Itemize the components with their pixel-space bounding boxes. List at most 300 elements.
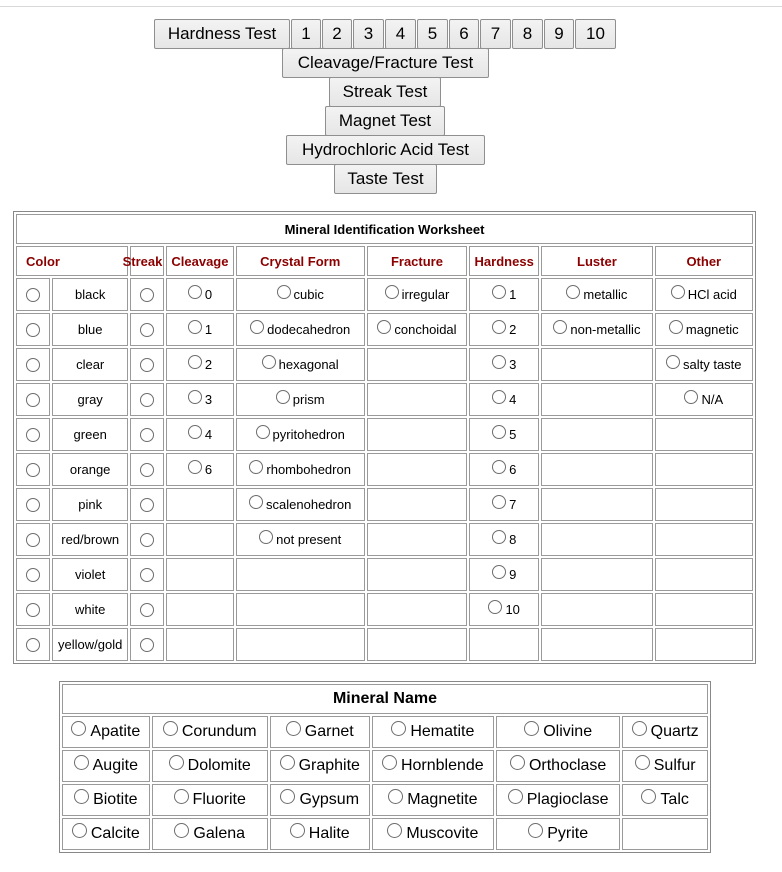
color-radio[interactable] [26,288,40,302]
streak-radio-cell [130,348,164,381]
empty-cell [541,418,652,451]
mineral-option [270,750,370,782]
crystal_forms-option [236,383,365,416]
mineral-radio[interactable] [280,755,295,770]
mineral-radio[interactable] [508,789,523,804]
mineral-radio[interactable] [524,721,539,736]
empty-cell [541,523,652,556]
other-option [655,278,753,311]
fracture-radio[interactable] [385,285,399,299]
empty-cell [541,558,652,591]
mineral-radio[interactable] [388,789,403,804]
hardness-radio[interactable] [492,320,506,334]
mineral-option [372,784,494,816]
mineral-option [152,750,268,782]
empty-cell [541,488,652,521]
hydrochloric-acid-test-button[interactable]: Hydrochloric Acid Test [286,135,485,165]
color-label: clear [52,348,128,381]
hardness-radio[interactable] [492,530,506,544]
mineral-label: Calcite [90,825,140,842]
mineral-option [62,784,150,816]
other-label: salty taste [683,357,742,373]
hardness-3-button[interactable]: 3 [353,19,384,49]
cleavage-header: Cleavage [166,246,233,276]
worksheet-row [16,313,753,346]
hardness-label: 4 [509,392,517,408]
mineral-option [622,716,708,748]
hardness-option [469,418,539,451]
mineral-option [270,784,370,816]
cleavage-label: 1 [204,322,213,338]
mineral-radio[interactable] [510,755,525,770]
hardness-9-button[interactable]: 9 [544,19,574,49]
color-radio[interactable] [26,393,40,407]
mineral-radio[interactable] [382,755,397,770]
color-radio-cell [16,313,50,346]
mineral-identification-worksheet [13,211,756,664]
mineral-radio[interactable] [71,721,86,736]
mineral-label: Apatite [90,723,141,740]
crystal_forms-label: cubic [293,287,324,303]
color-label: orange [52,453,128,486]
cleavage-option [166,418,233,451]
cleavage-label: 6 [204,462,213,478]
cleavage-option [166,278,233,311]
crystal_forms-option [236,313,365,346]
color-radio[interactable] [26,323,40,337]
other-radio[interactable] [669,320,683,334]
crystal_forms-option [236,348,365,381]
empty-cell [655,453,753,486]
mineral-name-title: Mineral Name [62,684,708,714]
worksheet-row [16,558,753,591]
mineral-option [152,716,268,748]
empty-cell [367,383,467,416]
mineral-label: Pyrite [547,825,589,842]
empty-cell [541,628,652,661]
hardness-5-button[interactable]: 5 [417,19,448,49]
color-label: red/brown [52,523,128,556]
cleavage-option [166,383,233,416]
streak-radio[interactable] [140,463,154,477]
streak-radio[interactable] [140,533,154,547]
other-radio[interactable] [671,285,685,299]
color-radio-cell [16,348,50,381]
empty-cell [367,348,467,381]
mineral-label: Garnet [304,723,354,740]
empty-cell [367,453,467,486]
hardness-label: 9 [509,567,517,583]
mineral-row [62,784,708,816]
luster-header: Luster [541,246,652,276]
mineral-radio[interactable] [163,721,178,736]
color-radio-cell [16,418,50,451]
empty-cell [655,523,753,556]
cleavage-fracture-test-button[interactable]: Cleavage/Fracture Test [282,48,489,78]
streak-radio-cell [130,488,164,521]
mineral-option [496,818,620,850]
mineral-label: Talc [660,791,689,808]
color-radio[interactable] [26,498,40,512]
streak-radio-cell [130,523,164,556]
crystal_forms-option [236,453,365,486]
mineral-row [62,818,708,850]
cleavage-radio[interactable] [188,285,202,299]
crystal_forms-radio[interactable] [276,390,290,404]
cleavage-label: 0 [204,287,213,303]
streak-radio-cell [130,383,164,416]
mineral-label: Graphite [298,757,360,774]
luster-option [541,278,652,311]
hardness-test-button[interactable]: Hardness Test [154,19,290,49]
other-radio[interactable] [666,355,680,369]
mineral-label: Gypsum [299,791,360,808]
hardness-option [469,313,539,346]
color-radio-cell [16,558,50,591]
mineral-label: Olivine [543,723,593,740]
mineral-label: Fluorite [192,791,246,808]
hardness-label: 5 [509,427,517,443]
other-option [655,313,753,346]
cleavage-radio[interactable] [188,460,202,474]
empty-cell [166,593,233,626]
mineral-label: Corundum [181,723,257,740]
streak-radio[interactable] [140,323,154,337]
mineral-radio[interactable] [635,755,650,770]
empty-cell [622,818,708,850]
crystal_forms-label: prism [292,392,325,408]
crystal_forms-option [236,488,365,521]
streak-header-label: Streak [122,254,163,269]
hardness-radio[interactable] [492,495,506,509]
cleavage-option [166,453,233,486]
worksheet-row [16,418,753,451]
mineral-label: Dolomite [187,757,251,774]
hardness-label: 8 [509,532,517,548]
mineral-radio[interactable] [632,721,647,736]
color-label: green [52,418,128,451]
hardness-radio[interactable] [488,600,502,614]
empty-cell [367,523,467,556]
mineral-option [372,750,494,782]
streak-radio[interactable] [140,638,154,652]
mineral-option [496,784,620,816]
mineral-option [496,750,620,782]
hardness-label: 7 [509,497,517,513]
color-label: black [52,278,128,311]
crystal_forms-option [236,278,365,311]
color-label: blue [52,313,128,346]
empty-cell [236,628,365,661]
mineral-radio[interactable] [391,721,406,736]
hardness-option [469,558,539,591]
crystal_forms-option [236,418,365,451]
mineral-radio[interactable] [174,789,189,804]
fracture-header: Fracture [367,246,467,276]
taste-test-button[interactable]: Taste Test [334,164,437,194]
hardness-label: 6 [509,462,517,478]
mineral-label: Halite [308,825,350,842]
hardness-header: Hardness [469,246,539,276]
empty-cell [541,348,652,381]
hardness-label: 10 [505,602,520,618]
cleavage-radio[interactable] [188,355,202,369]
mineral-option [372,716,494,748]
luster-label: metallic [583,287,628,303]
crystal_forms-label: pyritohedron [272,427,345,443]
mineral-label: Orthoclase [528,757,607,774]
crystal-form-header: Crystal Form [236,246,365,276]
empty-cell [541,593,652,626]
hardness-label: 1 [509,287,517,303]
hardness-10-button[interactable]: 10 [575,19,616,49]
streak-radio-cell [130,453,164,486]
other-option [655,348,753,381]
streak-radio[interactable] [140,358,154,372]
mineral-option [62,750,150,782]
cleavage-radio[interactable] [188,390,202,404]
fracture-label: conchoidal [394,322,457,338]
mineral-radio[interactable] [290,823,305,838]
mineral-option [270,818,370,850]
color-label: yellow/gold [52,628,128,661]
mineral-name-table [59,681,711,853]
color-header: Color [16,246,128,276]
empty-cell [541,383,652,416]
worksheet-row [16,593,753,626]
streak-radio-cell [130,558,164,591]
cleavage-label: 2 [204,357,213,373]
other-label: HCl acid [687,287,737,303]
empty-cell [541,453,652,486]
streak-radio-cell [130,593,164,626]
color-label: pink [52,488,128,521]
streak-radio[interactable] [140,393,154,407]
mineral-row [62,716,708,748]
streak-radio-cell [130,278,164,311]
worksheet-row [16,278,753,311]
worksheet-row [16,488,753,521]
fracture-option [367,278,467,311]
color-label: violet [52,558,128,591]
crystal_forms-radio[interactable] [262,355,276,369]
other-label: N/A [701,392,724,408]
mineral-label: Quartz [650,723,699,740]
other-label: magnetic [685,322,739,338]
magnet-test-button[interactable]: Magnet Test [325,106,445,136]
mineral-option [152,784,268,816]
empty-cell [367,593,467,626]
hardness-radio[interactable] [492,285,506,299]
streak-radio[interactable] [140,498,154,512]
crystal_forms-label: hexagonal [278,357,339,373]
mineral-row [62,750,708,782]
mineral-radio[interactable] [169,755,184,770]
color-radio-cell [16,488,50,521]
hardness-4-button[interactable]: 4 [385,19,416,49]
hardness-label: 2 [509,322,517,338]
other-option [655,383,753,416]
hardness-7-button[interactable]: 7 [480,19,511,49]
color-radio[interactable] [26,463,40,477]
hardness-radio[interactable] [492,390,506,404]
crystal_forms-option [236,523,365,556]
mineral-label: Plagioclase [526,791,609,808]
mineral-radio[interactable] [74,789,89,804]
empty-cell [166,558,233,591]
empty-cell [655,628,753,661]
streak-radio-cell [130,418,164,451]
mineral-radio[interactable] [528,823,543,838]
crystal_forms-label: rhombohedron [266,462,351,478]
top-divider [0,6,782,7]
worksheet-row [16,628,753,661]
mineral-option [62,716,150,748]
hardness-label: 3 [509,357,517,373]
hardness-option [469,278,539,311]
hardness-radio[interactable] [492,460,506,474]
mineral-label: Sulfur [653,757,696,774]
hardness-option [469,383,539,416]
cleavage-option [166,348,233,381]
luster-label: non-metallic [570,322,641,338]
mineral-option [622,750,708,782]
empty-cell [655,593,753,626]
streak-radio-cell [130,313,164,346]
hardness-option [469,453,539,486]
mineral-label: Hornblende [400,757,484,774]
crystal_forms-label: scalenohedron [266,497,352,513]
mineral-label: Galena [193,825,246,842]
mineral-radio[interactable] [387,823,402,838]
color-radio[interactable] [26,603,40,617]
empty-cell [367,418,467,451]
empty-cell [236,558,365,591]
streak-radio[interactable] [140,603,154,617]
hardness-radio[interactable] [492,565,506,579]
cleavage-option [166,313,233,346]
hardness-radio[interactable] [492,355,506,369]
color-radio-cell [16,278,50,311]
fracture-option [367,313,467,346]
color-label: gray [52,383,128,416]
mineral-radio[interactable] [641,789,656,804]
crystal_forms-radio[interactable] [249,495,263,509]
mineral-option [372,818,494,850]
mineral-option [622,784,708,816]
hardness-option [469,488,539,521]
streak-radio[interactable] [140,428,154,442]
luster-radio[interactable] [566,285,580,299]
hardness-1-button[interactable]: 1 [291,19,321,49]
color-radio[interactable] [26,568,40,582]
mineral-label: Muscovite [406,825,479,842]
streak-radio[interactable] [140,288,154,302]
mineral-option [152,818,268,850]
hardness-option [469,523,539,556]
crystal_forms-radio[interactable] [256,425,270,439]
worksheet-title: Mineral Identification Worksheet [16,214,753,244]
mineral-option [62,818,150,850]
color-radio[interactable] [26,638,40,652]
crystal_forms-radio[interactable] [249,460,263,474]
color-radio-cell [16,453,50,486]
mineral-radio[interactable] [174,823,189,838]
color-radio-cell [16,383,50,416]
color-radio-cell [16,628,50,661]
mineral-label: Biotite [93,791,138,808]
color-radio[interactable] [26,533,40,547]
worksheet-row [16,523,753,556]
streak-header [122,246,164,276]
hardness-radio[interactable] [492,425,506,439]
other-header: Other [655,246,753,276]
crystal_forms-radio[interactable] [250,320,264,334]
mineral-option [270,716,370,748]
hardness-option [469,593,539,626]
luster-radio[interactable] [553,320,567,334]
color-radio[interactable] [26,358,40,372]
hardness-2-button[interactable]: 2 [322,19,352,49]
cleavage-label: 3 [204,392,213,408]
empty-cell [367,628,467,661]
empty-cell [469,628,539,661]
empty-cell [236,593,365,626]
worksheet-row [16,383,753,416]
crystal_forms-radio[interactable] [277,285,291,299]
cleavage-radio[interactable] [188,425,202,439]
cleavage-label: 4 [204,427,213,443]
empty-cell [655,558,753,591]
crystal_forms-radio[interactable] [259,530,273,544]
crystal_forms-label: dodecahedron [267,322,351,338]
empty-cell [655,488,753,521]
hardness-option [469,348,539,381]
empty-cell [166,523,233,556]
mineral-label: Augite [92,757,138,774]
empty-cell [166,628,233,661]
cleavage-radio[interactable] [188,320,202,334]
other-radio[interactable] [684,390,698,404]
hardness-6-button[interactable]: 6 [449,19,479,49]
mineral-label: Magnetite [407,791,478,808]
fracture-label: irregular [401,287,450,303]
color-radio[interactable] [26,428,40,442]
mineral-radio[interactable] [72,823,87,838]
empty-cell [367,488,467,521]
luster-option [541,313,652,346]
mineral-radio[interactable] [280,789,295,804]
color-label: white [52,593,128,626]
fracture-radio[interactable] [377,320,391,334]
hardness-8-button[interactable]: 8 [512,19,543,49]
color-radio-cell [16,523,50,556]
empty-cell [367,558,467,591]
streak-radio-cell [130,628,164,661]
empty-cell [166,488,233,521]
worksheet-row [16,348,753,381]
mineral-radio[interactable] [74,755,89,770]
empty-cell [655,418,753,451]
color-radio-cell [16,593,50,626]
streak-radio[interactable] [140,568,154,582]
streak-test-button[interactable]: Streak Test [329,77,441,107]
mineral-radio[interactable] [286,721,301,736]
crystal_forms-label: not present [276,532,342,548]
mineral-label: Hematite [410,723,475,740]
mineral-option [496,716,620,748]
worksheet-row [16,453,753,486]
